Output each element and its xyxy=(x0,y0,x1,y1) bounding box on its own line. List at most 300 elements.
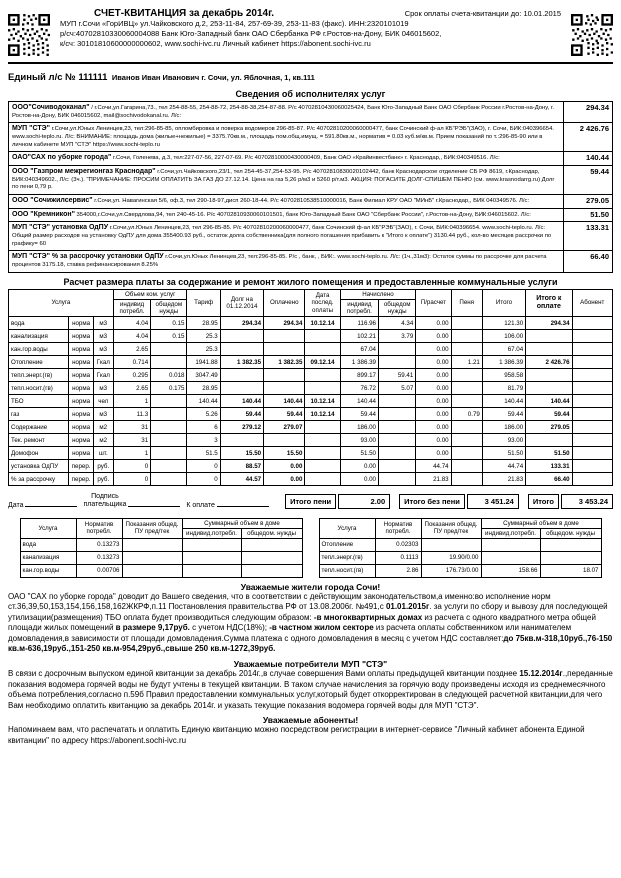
recalculation: 0.00 xyxy=(416,356,451,369)
debt xyxy=(220,343,263,356)
penalty xyxy=(451,330,482,343)
grand-total-value: 3 453.24 xyxy=(561,494,613,509)
recalculation: 0.00 xyxy=(416,395,451,408)
paid: 279.07 xyxy=(264,421,305,434)
header-text xyxy=(58,8,563,48)
notice-segment: 15.12.2014г xyxy=(519,669,563,679)
service-name: канализация xyxy=(9,330,69,343)
abonent xyxy=(572,330,612,343)
volume-individual: 31 xyxy=(113,434,150,447)
volume-common xyxy=(151,421,187,434)
meter-row xyxy=(319,551,601,564)
charge-row xyxy=(9,447,613,460)
tariff: 3 xyxy=(187,434,220,447)
notice-sah-text xyxy=(8,592,613,655)
provider-details: / г.Сочи,ул.Гагарина,73., тел 254-88-55, 254-88-72, 254-88-38,254-87-88. Р/с 40702810430060025424, Банк Юго-Западный Банк ОАО Сбербанк России г.Ростов-на-Дону, г. Ростов-на-Дону, БИК 046015602, mail@sochivodokanal.ru. Л/с: xyxy=(12,105,554,119)
meter-table-water-body xyxy=(20,538,302,577)
recalculation: 0.00 xyxy=(416,369,451,382)
service-unit: руб. xyxy=(93,473,113,486)
account-holder: Иванов Иван Иванович г. Сочи, ул. Яблочная, 1, кв.111 xyxy=(111,73,315,82)
accrued-individual: 51.50 xyxy=(340,447,378,460)
providers-table xyxy=(8,101,613,273)
abonent xyxy=(572,395,612,408)
charges-table-body xyxy=(9,317,613,486)
accrued-common xyxy=(379,473,416,486)
row-total-due: 294.34 xyxy=(526,317,572,330)
col-penalty: Пеня xyxy=(451,289,482,316)
col-recalc: П/расчет xyxy=(416,289,451,316)
tariff: 51.5 xyxy=(187,447,220,460)
volume-common xyxy=(151,447,187,460)
penalty xyxy=(451,395,482,408)
service-basis: норма xyxy=(69,317,93,330)
service-basis: норма xyxy=(69,434,93,447)
paid xyxy=(264,343,305,356)
paid: 140.44 xyxy=(264,395,305,408)
tariff: 28.95 xyxy=(187,382,220,395)
provider-amount: 2 426.76 xyxy=(579,124,609,134)
volume-common xyxy=(151,460,187,473)
provider-details: 354000,г.Сочи,ул.Свердлова,94, тел 240-45-16. Р/с 40702810930060101501, банк Юго-Западный Банк ОАО "Сбербанк России", г.Ростов-на-Дону, БИК:046015602. Л/с: xyxy=(74,211,531,218)
header xyxy=(8,8,613,56)
volume-individual: 11.3 xyxy=(113,408,150,421)
provider-amount: 294.34 xyxy=(586,103,609,112)
accrued-individual: 59.44 xyxy=(340,408,378,421)
provider-row xyxy=(9,251,612,271)
service-basis: норма xyxy=(69,447,93,460)
provider-row xyxy=(9,152,612,166)
abonent xyxy=(572,382,612,395)
signature-field: Подпись плательщика xyxy=(83,493,180,508)
recalculation: 44.74 xyxy=(416,460,451,473)
row-total-due xyxy=(526,382,572,395)
meter-col-norm: Норматив потребл. xyxy=(76,518,122,538)
provider-amount: 140.44 xyxy=(586,153,609,163)
charges-table-header xyxy=(9,289,613,316)
volume-common xyxy=(151,473,187,486)
row-total: 1 386.39 xyxy=(482,356,525,369)
provider-details: г.Сочи,ул.Юных Ленинцев,23, тел:296-85-85, опломбировка и поверка водомеров 296-85-87. Р/с 40702810200060000477, банк Сочинский ф-ал КБ"РЭБ"(ЗАО), г. Сочи, БИК:040396654. www.sochi-teplo.ru. Л/с: ВНИМАНИЕ: площадь дома (жилые+нежилые) = 3375.70кв.м., площадь пом.общ.имущ. = 591.80кв.м., норматив = 0.03 куб.м/кв.м. Прием показаний по т.:296-85-90 или в личном кабинете МУП "СТЭ" https://www.sochi-teplo.ru xyxy=(12,126,554,148)
abonent xyxy=(572,356,612,369)
row-total-due: 133.31 xyxy=(526,460,572,473)
accrued-common xyxy=(379,421,416,434)
tariff: 6 xyxy=(187,421,220,434)
service-unit: м3 xyxy=(93,317,113,330)
abonent xyxy=(572,447,612,460)
providers-section-title: Сведения об исполнителях услуг xyxy=(235,89,386,99)
row-total: 44.74 xyxy=(482,460,525,473)
provider-amount: 133.31 xyxy=(586,223,609,233)
provider-details: г.Сочи, Голенева, д.3, тел:227-07-56, 227-07-69. Р/с 40702810000430000409, Банк ОАО «Крайинвестбанк» г. Краснодар,, БИК:040349516. Л/с: xyxy=(111,155,500,162)
charge-row xyxy=(9,343,613,356)
issuer-corr-account: к/сч: 30101810600000000602, www.sochi-ivc.ru Личный кабинет https://abonent.sochi-ivc.ru xyxy=(60,38,371,48)
meter-service: Отопление xyxy=(319,538,375,551)
provider-info xyxy=(9,166,564,194)
service-basis: норма xyxy=(69,408,93,421)
volume-individual: 1 xyxy=(113,447,150,460)
service-unit: Гкал xyxy=(93,356,113,369)
penalty xyxy=(451,317,482,330)
grand-total-box xyxy=(528,494,613,509)
volume-individual: 0.295 xyxy=(113,369,150,382)
debt: 140.44 xyxy=(220,395,263,408)
pay-date xyxy=(305,343,340,356)
tariff: 28.95 xyxy=(187,317,220,330)
penalty xyxy=(451,369,482,382)
meter-readings: 19.90/0.00 xyxy=(421,551,481,564)
col-debt: Долг на 01.12.2014 xyxy=(220,289,263,316)
meter-row xyxy=(319,538,601,551)
col-paid: Оплачено xyxy=(264,289,305,316)
volume-individual: 4.04 xyxy=(113,330,150,343)
meter-service: вода xyxy=(20,538,76,551)
meter-sum-com xyxy=(540,538,601,551)
charge-row xyxy=(9,395,613,408)
recalculation: 0.00 xyxy=(416,330,451,343)
charge-row xyxy=(9,408,613,421)
volume-common: 0.018 xyxy=(151,369,187,382)
provider-name: ООО"Сочиводоканал" xyxy=(12,104,90,111)
accrued-individual: 1 386.39 xyxy=(340,356,378,369)
col-accrued-com: общедом нужды xyxy=(379,299,416,316)
meter-readings xyxy=(421,538,481,551)
meter-norm: 0.13273 xyxy=(76,551,122,564)
tariff: 25.3 xyxy=(187,343,220,356)
paid xyxy=(264,369,305,382)
row-total: 121.30 xyxy=(482,317,525,330)
service-name: % за рассрочку xyxy=(9,473,69,486)
recalculation: 0.00 xyxy=(416,408,451,421)
paid xyxy=(264,382,305,395)
service-name: вода xyxy=(9,317,69,330)
provider-row xyxy=(9,222,612,251)
accrued-individual: 899.17 xyxy=(340,369,378,382)
service-name: ТБО xyxy=(9,395,69,408)
penalty xyxy=(451,421,482,434)
service-name: кан.гор.воды xyxy=(9,343,69,356)
meter-sum-com: 18.07 xyxy=(540,564,601,577)
pay-date xyxy=(305,382,340,395)
charge-row xyxy=(9,330,613,343)
row-total-due: 279.05 xyxy=(526,421,572,434)
accrued-individual: 0.00 xyxy=(340,473,378,486)
meter-norm: 0.00706 xyxy=(76,564,122,577)
abonent xyxy=(572,460,612,473)
provider-info xyxy=(9,102,564,122)
notice-segment: из расчета с одного квадратного метра общей площади жилых помещений xyxy=(8,612,596,633)
service-unit: шт. xyxy=(93,447,113,460)
abonent xyxy=(572,473,612,486)
volume-common xyxy=(151,408,187,421)
charge-row xyxy=(9,317,613,330)
provider-name: ООО "Газпром межрегионгаз Краснодар" xyxy=(12,168,156,176)
penalty-total-label: Итого пени xyxy=(285,494,336,509)
paid xyxy=(264,330,305,343)
accrued-common: 4.34 xyxy=(379,317,416,330)
provider-name: МУП "СТЭ" % за рассрочку установки ОдПУ xyxy=(12,253,164,261)
debt: 279.12 xyxy=(220,421,263,434)
service-name: тепл.энерг.(гв) xyxy=(9,369,69,382)
col-accrued-group: Начислено xyxy=(340,289,416,299)
provider-name: МУП "СТЭ" xyxy=(12,125,50,133)
volume-individual: 0.714 xyxy=(113,356,150,369)
meter-service: тепл.энерг.(гв) xyxy=(319,551,375,564)
accrued-common: 3.79 xyxy=(379,330,416,343)
debt: 1 382.35 xyxy=(220,356,263,369)
account-line xyxy=(8,62,613,85)
paid: 59.44 xyxy=(264,408,305,421)
tariff: 1941.88 xyxy=(187,356,220,369)
penalty xyxy=(451,447,482,460)
accrued-common xyxy=(379,343,416,356)
provider-row xyxy=(9,166,612,195)
provider-details: г.Сочи,ул. Навагинская 5/6, оф.3, тел 290-18-97,дисп 260-18-44. Р/с 40702810538510000016, Банк Филиал КРУ ОАО "МИнБ" г.Краснодар,, БИК 040349576. Л/с: xyxy=(92,198,530,205)
row-total-due: 51.50 xyxy=(526,447,572,460)
abonent xyxy=(572,317,612,330)
debt: 59.44 xyxy=(220,408,263,421)
provider-details: г.Сочи,ул.Юных Ленинцев,23, тел:296-85-85. Р/с , банк, , БИК:. www.sochi-teplo.ru. Л/с: (1ч.,31м3): Остаток суммы по рассрочке для расчета процентов 3175.18, ставка рефинансирования 8.25% xyxy=(12,254,547,269)
pay-date xyxy=(305,447,340,460)
volume-individual: 2.65 xyxy=(113,343,150,356)
accrued-common: 59.41 xyxy=(379,369,416,382)
meter-tables xyxy=(22,518,599,578)
recalculation: 0.00 xyxy=(416,421,451,434)
row-total: 93.00 xyxy=(482,434,525,447)
provider-amount: 279.05 xyxy=(586,196,609,206)
charge-row xyxy=(9,382,613,395)
recalculation: 0.00 xyxy=(416,434,451,447)
provider-row xyxy=(9,102,612,123)
pay-date xyxy=(305,369,340,382)
provider-name: ОАО"САХ по уборке города" xyxy=(12,154,112,162)
recalculation: 0.00 xyxy=(416,317,451,330)
tariff: 0 xyxy=(187,473,220,486)
meter-norm: 0.1113 xyxy=(375,551,421,564)
meter-col-service: Услуга xyxy=(319,518,375,538)
payment-field: К оплате xyxy=(186,499,269,509)
due-date: Срок оплаты счета-квитанции до: 10.01.2015 xyxy=(404,9,561,18)
service-basis: норма xyxy=(69,395,93,408)
meter-readings: 176.73/0.00 xyxy=(421,564,481,577)
charge-row xyxy=(9,356,613,369)
penalty xyxy=(451,382,482,395)
signature-totals-row xyxy=(8,493,613,508)
notice-segment: Напоминаем вам, что распечатать и оплатить Единую квитанцию можно посредством регистрации в интернет-сервисе "Личный кабинет абонента Единой квитанции" по адресу https://abonent.sochi-ivc.ru xyxy=(8,725,585,745)
row-total-due: 66.40 xyxy=(526,473,572,486)
charge-row xyxy=(9,460,613,473)
signature-blank-line xyxy=(128,499,180,507)
pay-date: 10.12.14 xyxy=(305,408,340,421)
col-service: Услуга xyxy=(9,289,114,316)
meter-table-water xyxy=(20,518,303,578)
recalculation: 0.00 xyxy=(416,382,451,395)
abonent xyxy=(572,369,612,382)
penalty xyxy=(451,343,482,356)
service-basis: норма xyxy=(69,369,93,382)
notice-segment: . за услуги по сбору и вывозу для последующей утилизации(размещения) ТБО оплата будет производиться следующим образом: xyxy=(8,602,608,622)
totals-group xyxy=(276,494,613,509)
notice-segment: 01.01.2015г xyxy=(385,602,430,612)
meter-readings xyxy=(122,538,182,551)
meter-row xyxy=(319,564,601,577)
meter-service: канализация xyxy=(20,551,76,564)
service-name: газ xyxy=(9,408,69,421)
meter-col-service: Услуга xyxy=(20,518,76,538)
service-name: Содержание xyxy=(9,421,69,434)
penalty-total-box xyxy=(285,494,390,509)
calc-section-title: Расчет размера платы за содержание и ремонт жилого помещения и предоставленные коммунальные услуги xyxy=(63,276,558,287)
notice-segment: ОАО "САХ по уборке города" доводит до Вашего сведения, что в соответствии с действующим законодательством,а именно:во исполнение норм ст.36,39,50,153,154,156,158,162ЖКРФ,п.11 Постановления правительства РФ от 13.08.2006г. №491,с xyxy=(8,591,551,612)
row-total-due xyxy=(526,369,572,382)
tariff: 25.3 xyxy=(187,330,220,343)
pay-date xyxy=(305,460,340,473)
row-total-due xyxy=(526,330,572,343)
accrued-individual: 116.96 xyxy=(340,317,378,330)
service-unit: м3 xyxy=(93,408,113,421)
provider-amount: 66.40 xyxy=(590,252,609,262)
volume-common: 0.175 xyxy=(151,382,187,395)
tariff: 5.26 xyxy=(187,408,220,421)
meter-col-readings: Показания общед. ПУ пред/тек xyxy=(122,518,182,538)
meter-sum-ind xyxy=(481,551,540,564)
notice-segment: .,переданные показания водомера горячей воды не будут учтены в текущей квитанции. В таком случае начисления за горячую воду произведены исходя из среднемесячного объема потребления,согласно п.59б Правил предоставлении коммунальных услуг,который будет откорректирован в следующей расчетной квитанции,для чего Вам необходимо оплатить квитанцию за декабрь 2014г. и указать текущие показания водомера горячей воды для МУП "СТЭ". xyxy=(8,669,613,710)
provider-amount: 51.50 xyxy=(590,209,609,219)
debt: 294.34 xyxy=(220,317,263,330)
notice-ste-heading: Уважаемые потребители МУП "СТЭ" xyxy=(233,659,388,670)
meter-sum-ind xyxy=(182,564,241,577)
col-volume-com: общедом нужды xyxy=(151,299,187,316)
recalculation: 0.00 xyxy=(416,447,451,460)
service-basis: норма xyxy=(69,356,93,369)
paid: 15.50 xyxy=(264,447,305,460)
charge-row xyxy=(9,421,613,434)
pay-date: 09.12.14 xyxy=(305,356,340,369)
meter-col-sum: Суммарный объем в доме xyxy=(481,518,601,528)
volume-common xyxy=(151,343,187,356)
provider-info xyxy=(9,195,564,208)
pay-date: 10.12.14 xyxy=(305,317,340,330)
grand-total-label: Итого xyxy=(528,494,559,509)
charge-row xyxy=(9,434,613,447)
meter-row xyxy=(20,538,302,551)
meter-service: кан.гор.воды xyxy=(20,564,76,577)
notice-abonent-heading: Уважаемые абоненты! xyxy=(262,715,359,726)
meter-sum-com xyxy=(241,564,302,577)
notice-segment: В связи с досрочным выпуском единой квитанции за декабрь 2014г.,в случае совершения Вами оплаты предыдущей квитанции позднее xyxy=(8,669,520,679)
date-field: Дата xyxy=(8,499,77,509)
meter-table-heating-body xyxy=(319,538,601,577)
row-total: 21.83 xyxy=(482,473,525,486)
volume-individual: 4.04 xyxy=(113,317,150,330)
row-total-due: 2 426.76 xyxy=(526,356,572,369)
meter-norm: 0.02303 xyxy=(375,538,421,551)
date-blank-line xyxy=(25,499,77,507)
service-unit: м3 xyxy=(93,343,113,356)
row-total: 958.58 xyxy=(482,369,525,382)
without-penalty-box xyxy=(399,494,519,509)
meter-service: тепл.носит.(гв) xyxy=(319,564,375,577)
volume-common: 0.15 xyxy=(151,330,187,343)
without-penalty-label: Итого без пени xyxy=(399,494,465,509)
charges-table xyxy=(8,289,613,486)
meter-norm: 2.86 xyxy=(375,564,421,577)
accrued-individual: 76.72 xyxy=(340,382,378,395)
qr-code-left xyxy=(8,14,50,56)
meter-norm: 0.13273 xyxy=(76,538,122,551)
volume-common xyxy=(151,356,187,369)
pay-date xyxy=(305,473,340,486)
volume-individual: 0 xyxy=(113,460,150,473)
service-name: Отопление xyxy=(9,356,69,369)
qr-code-right xyxy=(571,14,613,56)
paid: 0.00 xyxy=(264,473,305,486)
service-unit: руб. xyxy=(93,460,113,473)
meter-sum-ind xyxy=(182,551,241,564)
volume-individual: 2.65 xyxy=(113,382,150,395)
penalty: 1.21 xyxy=(451,356,482,369)
recalculation: 21.83 xyxy=(416,473,451,486)
notice-segment: -в многоквартирных домах xyxy=(313,612,423,622)
accrued-common xyxy=(379,460,416,473)
penalty xyxy=(451,434,482,447)
meter-sum-ind: 158.66 xyxy=(481,564,540,577)
row-total: 51.50 xyxy=(482,447,525,460)
notice-segment: с учетом НДС(18%); xyxy=(189,623,270,633)
accrued-individual: 0.00 xyxy=(340,460,378,473)
notice-segment: в размере 9,17руб. xyxy=(115,623,190,633)
provider-details: г.Сочи,ул.Юных Ленинцев,23, тел 296-85-85. Р/с 40702810200060000477, банк Сочинский ф-ал КБ"РЭБ"(ЗАО), г. Сочи, БИК:040396654. www.sochi-teplo.ru. Л/с: Общий размер расходов на установку ОдПУ для дома 355400.93 руб., остаток долга собственника(для полного погашения прибавить к "Итого к оплате") 3130.44 руб., кол-во месяцев рассрочки по графику= 60 xyxy=(12,225,552,247)
col-accrued-ind: индивид потребл. xyxy=(340,299,378,316)
pay-date xyxy=(305,330,340,343)
volume-individual: 1 xyxy=(113,395,150,408)
row-total-due xyxy=(526,434,572,447)
accrued-individual: 67.04 xyxy=(340,343,378,356)
provider-info xyxy=(9,251,564,271)
penalty: 0.79 xyxy=(451,408,482,421)
penalty-total-value: 2.00 xyxy=(338,494,390,509)
tariff: 140.44 xyxy=(187,395,220,408)
row-total: 140.44 xyxy=(482,395,525,408)
debt xyxy=(220,330,263,343)
row-total: 67.04 xyxy=(482,343,525,356)
penalty xyxy=(451,473,482,486)
meter-sum-com xyxy=(241,551,302,564)
col-pay-date: Дата послед. оплаты xyxy=(305,289,340,316)
accrued-common xyxy=(379,447,416,460)
notice-segment: из расчета оплаты собственником или нанимателем домовладения,в зависимости от площади домовладения.Сумма платежа с одного домовладения в месяц с учетом НДС составляет: xyxy=(8,623,572,643)
meter-col-sum-com: общедом. нужды xyxy=(241,528,302,538)
debt xyxy=(220,369,263,382)
debt xyxy=(220,434,263,447)
debt: 88.57 xyxy=(220,460,263,473)
meter-row xyxy=(20,564,302,577)
meter-sum-ind xyxy=(182,538,241,551)
debt: 15.50 xyxy=(220,447,263,460)
account-number: Единый л/с № 111111 xyxy=(8,72,108,83)
service-basis: норма xyxy=(69,382,93,395)
service-unit: чел xyxy=(93,395,113,408)
service-name: тепл.носит.(гв) xyxy=(9,382,69,395)
meter-col-sum-com: общедом. нужды xyxy=(540,528,601,538)
row-total: 186.00 xyxy=(482,421,525,434)
accrued-individual: 186.00 xyxy=(340,421,378,434)
meter-col-norm: Норматив потребл. xyxy=(375,518,421,538)
abonent xyxy=(572,434,612,447)
service-name: Тек. ремонт xyxy=(9,434,69,447)
meter-col-sum-ind: индивид.потребл. xyxy=(182,528,241,538)
col-volume-group: Объем ком. услуг xyxy=(113,289,187,299)
accrued-individual: 140.44 xyxy=(340,395,378,408)
